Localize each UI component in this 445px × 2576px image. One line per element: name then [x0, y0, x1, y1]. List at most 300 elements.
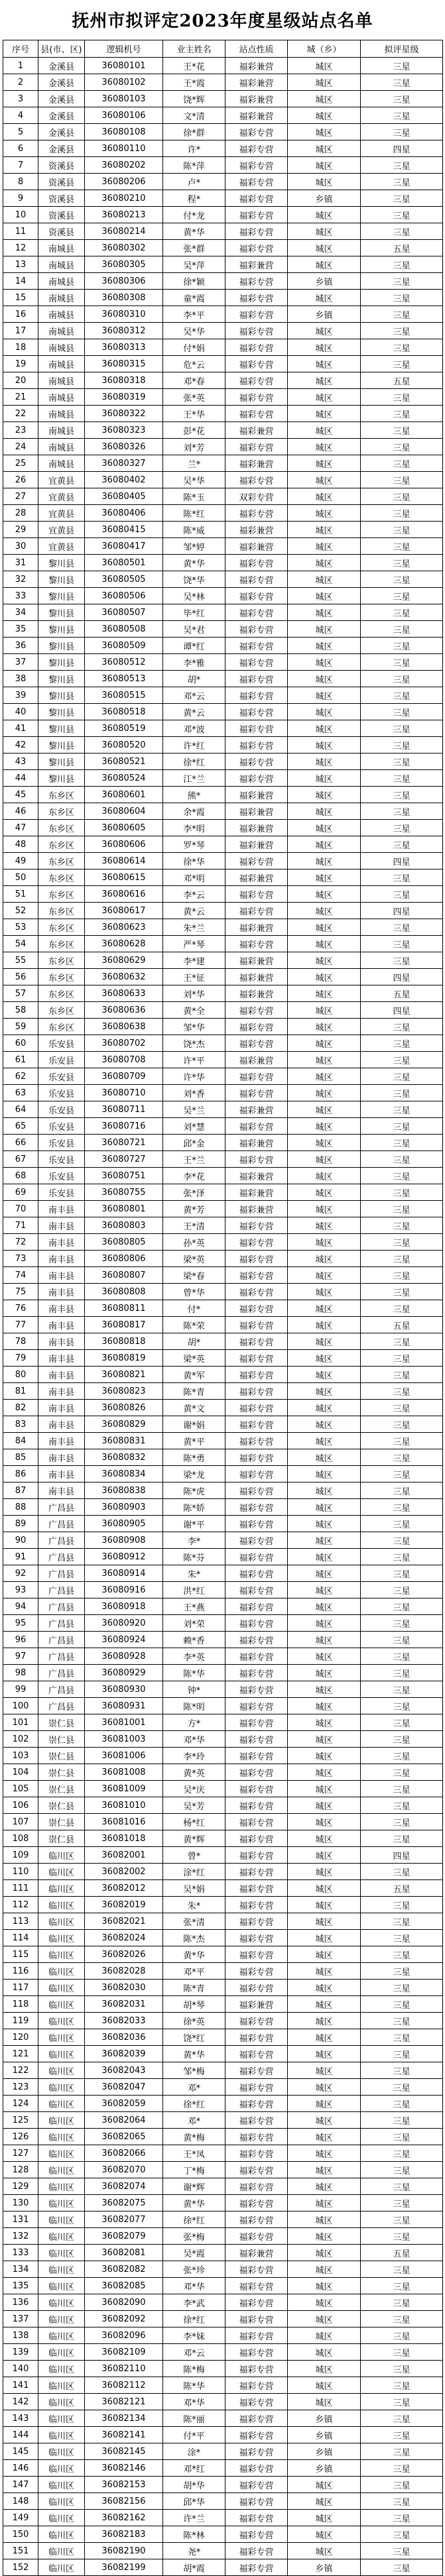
cell-county: 临川区 — [38, 2228, 85, 2245]
cell-logic-code: 36080807 — [85, 1267, 163, 1284]
table-row — [3, 803, 443, 820]
cell-seq: 15 — [3, 290, 38, 306]
cell-urban-rural: 城区 — [288, 2377, 361, 2394]
cell-star-rating: 三星 — [361, 2228, 443, 2245]
cell-seq: 143 — [3, 2410, 38, 2427]
cell-urban-rural: 城区 — [288, 2145, 361, 2162]
cell-urban-rural: 城区 — [288, 2062, 361, 2079]
cell-owner: 谢*平 — [163, 1516, 225, 1532]
cell-logic-code: 36080402 — [85, 472, 163, 488]
cell-owner: 兰* — [163, 455, 225, 472]
cell-owner: 黄*梅 — [163, 2129, 225, 2145]
cell-county: 临川区 — [38, 1980, 85, 1996]
cell-station-nature: 福彩专营 — [225, 406, 288, 422]
cell-star-rating: 三星 — [361, 472, 443, 488]
cell-county: 临川区 — [38, 2261, 85, 2278]
cell-urban-rural: 城区 — [288, 1035, 361, 1052]
cell-seq: 11 — [3, 223, 38, 240]
table-body — [3, 58, 443, 2576]
cell-station-nature: 福彩兼营 — [225, 422, 288, 439]
cell-logic-code: 36080819 — [85, 1350, 163, 1367]
table-row — [3, 2129, 443, 2145]
table-row — [3, 1383, 443, 1400]
cell-county: 宜黄县 — [38, 538, 85, 555]
cell-owner: 李*建 — [163, 952, 225, 969]
cell-station-nature: 福彩专营 — [225, 1980, 288, 1996]
cell-logic-code: 36081016 — [85, 1814, 163, 1830]
cell-county: 广昌县 — [38, 1632, 85, 1648]
cell-owner: 丁*梅 — [163, 2162, 225, 2178]
cell-logic-code: 36080616 — [85, 886, 163, 903]
cell-station-nature: 福彩专营 — [225, 2145, 288, 2162]
cell-logic-code: 36080808 — [85, 1284, 163, 1300]
cell-star-rating: 三星 — [361, 538, 443, 555]
cell-star-rating: 三星 — [361, 488, 443, 505]
cell-county: 广昌县 — [38, 1499, 85, 1516]
cell-owner: 黄*云 — [163, 704, 225, 720]
cell-station-nature: 福彩专营 — [225, 1930, 288, 1946]
cell-station-nature: 福彩专营 — [225, 2029, 288, 2046]
cell-star-rating: 三星 — [361, 1300, 443, 1317]
cell-urban-rural: 城区 — [288, 1830, 361, 1847]
cell-owner: 杨*红 — [163, 1814, 225, 1830]
cell-station-nature: 福彩兼营 — [225, 1184, 288, 1201]
cell-owner: 曾*华 — [163, 1284, 225, 1300]
cell-county: 临川区 — [38, 2410, 85, 2427]
cell-station-nature: 福彩专营 — [225, 2344, 288, 2361]
cell-seq: 139 — [3, 2344, 38, 2361]
cell-owner: 李*武 — [163, 2294, 225, 2311]
table-row — [3, 372, 443, 389]
cell-urban-rural: 城区 — [288, 1748, 361, 1764]
cell-owner: 王*凤 — [163, 2145, 225, 2162]
cell-seq: 99 — [3, 1681, 38, 1698]
cell-urban-rural: 城区 — [288, 1615, 361, 1632]
cell-owner: 许*华 — [163, 1068, 225, 1085]
cell-station-nature: 福彩专营 — [225, 372, 288, 389]
cell-seq: 72 — [3, 1234, 38, 1251]
cell-seq: 71 — [3, 1217, 38, 1234]
cell-urban-rural: 城区 — [288, 1549, 361, 1565]
cell-star-rating: 三星 — [361, 952, 443, 969]
cell-county: 临川区 — [38, 2112, 85, 2129]
cell-county: 南城县 — [38, 389, 85, 406]
cell-seq: 92 — [3, 1565, 38, 1582]
cell-urban-rural: 城区 — [288, 2112, 361, 2129]
cell-seq: 120 — [3, 2029, 38, 2046]
cell-star-rating: 三星 — [361, 770, 443, 787]
table-row — [3, 488, 443, 505]
cell-seq: 60 — [3, 1035, 38, 1052]
cell-seq: 27 — [3, 488, 38, 505]
table-row — [3, 356, 443, 372]
cell-logic-code: 36080521 — [85, 754, 163, 770]
cell-seq: 122 — [3, 2062, 38, 2079]
cell-owner: 钟* — [163, 1681, 225, 1698]
cell-seq: 141 — [3, 2377, 38, 2394]
cell-owner: 陈*虎 — [163, 1483, 225, 1499]
cell-owner: 徐*颖 — [163, 273, 225, 290]
cell-county: 临川区 — [38, 2278, 85, 2294]
cell-star-rating: 三星 — [361, 1333, 443, 1350]
cell-seq: 51 — [3, 886, 38, 903]
cell-seq: 91 — [3, 1549, 38, 1565]
cell-station-nature: 福彩专营 — [225, 1516, 288, 1532]
cell-owner: 王*霞 — [163, 74, 225, 91]
table-row — [3, 2526, 443, 2543]
cell-logic-code: 36080710 — [85, 1085, 163, 1101]
cell-county: 南丰县 — [38, 1284, 85, 1300]
cell-station-nature: 福彩兼营 — [225, 1201, 288, 1217]
cell-urban-rural: 城区 — [288, 1002, 361, 1019]
cell-star-rating: 三星 — [361, 836, 443, 853]
cell-star-rating: 四星 — [361, 1847, 443, 1864]
cell-county: 临川区 — [38, 2129, 85, 2145]
table-row — [3, 2394, 443, 2410]
table-row — [3, 952, 443, 969]
cell-star-rating: 三星 — [361, 1714, 443, 1731]
cell-seq: 78 — [3, 1333, 38, 1350]
cell-station-nature: 福彩专营 — [225, 1466, 288, 1483]
cell-urban-rural: 城区 — [288, 754, 361, 770]
cell-seq: 76 — [3, 1300, 38, 1317]
cell-seq: 41 — [3, 720, 38, 737]
cell-seq: 48 — [3, 836, 38, 853]
table-row — [3, 2361, 443, 2377]
cell-logic-code: 36080508 — [85, 621, 163, 638]
cell-urban-rural: 城区 — [288, 985, 361, 1002]
cell-station-nature: 福彩专营 — [225, 2493, 288, 2510]
table-row — [3, 1963, 443, 1980]
cell-county: 南丰县 — [38, 1217, 85, 1234]
cell-owner: 吴*萍 — [163, 256, 225, 273]
table-row — [3, 2377, 443, 2394]
cell-seq: 61 — [3, 1052, 38, 1068]
cell-seq: 85 — [3, 1449, 38, 1466]
cell-station-nature: 福彩专营 — [225, 886, 288, 903]
header-star-rating: 拟评星级 — [361, 40, 443, 58]
table-row — [3, 853, 443, 869]
cell-station-nature: 福彩专营 — [225, 2410, 288, 2427]
cell-county: 广昌县 — [38, 1648, 85, 1665]
cell-owner: 尧* — [163, 2543, 225, 2559]
cell-owner: 陈*荣 — [163, 1317, 225, 1333]
cell-county: 临川区 — [38, 2062, 85, 2079]
cell-star-rating: 三星 — [361, 2278, 443, 2294]
cell-seq: 116 — [3, 1963, 38, 1980]
cell-owner: 邓*华 — [163, 2394, 225, 2410]
cell-owner: 陈*林 — [163, 2526, 225, 2543]
cell-county: 乐安县 — [38, 1068, 85, 1085]
table-row — [3, 256, 443, 273]
cell-owner: 孙*英 — [163, 1234, 225, 1251]
cell-owner: 梁*龙 — [163, 1466, 225, 1483]
table-row — [3, 1748, 443, 1764]
cell-seq: 2 — [3, 74, 38, 91]
cell-urban-rural: 城区 — [288, 919, 361, 936]
cell-county: 崇仁县 — [38, 1781, 85, 1797]
cell-star-rating: 三星 — [361, 1913, 443, 1930]
cell-owner: 胡*琴 — [163, 1996, 225, 2013]
cell-owner: 谢*娟 — [163, 1416, 225, 1433]
cell-station-nature: 福彩兼营 — [225, 836, 288, 853]
cell-seq: 44 — [3, 770, 38, 787]
cell-owner: 许*平 — [163, 1052, 225, 1068]
cell-seq: 136 — [3, 2294, 38, 2311]
cell-star-rating: 五星 — [361, 240, 443, 256]
cell-star-rating: 三星 — [361, 2344, 443, 2361]
cell-station-nature: 福彩专营 — [225, 1383, 288, 1400]
cell-star-rating: 三星 — [361, 1830, 443, 1847]
cell-county: 黎川县 — [38, 704, 85, 720]
cell-county: 广昌县 — [38, 1565, 85, 1582]
cell-urban-rural: 城区 — [288, 737, 361, 754]
cell-seq: 4 — [3, 107, 38, 124]
cell-urban-rural: 城区 — [288, 2543, 361, 2559]
table-row — [3, 439, 443, 455]
cell-county: 临川区 — [38, 2477, 85, 2493]
cell-seq: 124 — [3, 2096, 38, 2112]
cell-seq: 64 — [3, 1101, 38, 1118]
cell-seq: 21 — [3, 389, 38, 406]
cell-star-rating: 三星 — [361, 2443, 443, 2460]
table-row — [3, 1532, 443, 1549]
cell-seq: 149 — [3, 2510, 38, 2526]
cell-station-nature: 福彩专营 — [225, 2477, 288, 2493]
cell-urban-rural: 城区 — [288, 1350, 361, 1367]
cell-station-nature: 福彩专营 — [225, 2427, 288, 2443]
cell-station-nature: 福彩专营 — [225, 1433, 288, 1449]
cell-county: 临川区 — [38, 2361, 85, 2377]
table-row — [3, 985, 443, 1002]
cell-seq: 140 — [3, 2361, 38, 2377]
cell-logic-code: 36080916 — [85, 1582, 163, 1598]
cell-station-nature: 福彩专营 — [225, 1681, 288, 1698]
table-header-row — [3, 40, 443, 58]
cell-star-rating: 三星 — [361, 2559, 443, 2576]
cell-station-nature: 福彩专营 — [225, 1880, 288, 1897]
cell-county: 崇仁县 — [38, 1731, 85, 1748]
cell-station-nature: 福彩专营 — [225, 2543, 288, 2559]
cell-owner: 黄*云 — [163, 903, 225, 919]
cell-station-nature: 福彩专营 — [225, 1118, 288, 1135]
table-row — [3, 1466, 443, 1483]
table-row — [3, 2178, 443, 2195]
cell-logic-code: 36080924 — [85, 1632, 163, 1648]
cell-county: 宜黄县 — [38, 522, 85, 538]
cell-star-rating: 三星 — [361, 1383, 443, 1400]
cell-logic-code: 36080931 — [85, 1698, 163, 1714]
table-row — [3, 869, 443, 886]
cell-logic-code: 36081001 — [85, 1714, 163, 1731]
cell-logic-code: 36080323 — [85, 422, 163, 439]
cell-urban-rural: 城区 — [288, 1516, 361, 1532]
table-row — [3, 1681, 443, 1698]
cell-seq: 106 — [3, 1797, 38, 1814]
cell-star-rating: 三星 — [361, 1598, 443, 1615]
cell-logic-code: 36080636 — [85, 1002, 163, 1019]
cell-logic-code: 36082064 — [85, 2112, 163, 2129]
cell-star-rating: 三星 — [361, 671, 443, 687]
cell-county: 乐安县 — [38, 1101, 85, 1118]
cell-county: 南城县 — [38, 256, 85, 273]
cell-logic-code: 36080831 — [85, 1433, 163, 1449]
cell-seq: 1 — [3, 58, 38, 74]
cell-urban-rural: 城区 — [288, 505, 361, 522]
cell-county: 南城县 — [38, 339, 85, 356]
cell-logic-code: 36080604 — [85, 803, 163, 820]
cell-urban-rural: 城区 — [288, 1251, 361, 1267]
cell-station-nature: 福彩专营 — [225, 2443, 288, 2460]
cell-county: 东乡区 — [38, 803, 85, 820]
cell-owner: 胡*华 — [163, 2477, 225, 2493]
cell-county: 临川区 — [38, 2178, 85, 2195]
table-row — [3, 1980, 443, 1996]
cell-owner: 李*平 — [163, 306, 225, 323]
cell-urban-rural: 城区 — [288, 58, 361, 74]
cell-urban-rural: 城区 — [288, 1897, 361, 1913]
cell-station-nature: 福彩专营 — [225, 671, 288, 687]
cell-county: 黎川县 — [38, 621, 85, 638]
cell-star-rating: 三星 — [361, 1433, 443, 1449]
cell-seq: 111 — [3, 1880, 38, 1897]
cell-owner: 黄*华 — [163, 2046, 225, 2062]
cell-logic-code: 36082043 — [85, 2062, 163, 2079]
table-row — [3, 2112, 443, 2129]
table-row — [3, 1068, 443, 1085]
cell-county: 乐安县 — [38, 1118, 85, 1135]
cell-urban-rural: 城区 — [288, 1267, 361, 1284]
cell-county: 南丰县 — [38, 1367, 85, 1383]
cell-seq: 65 — [3, 1118, 38, 1135]
cell-county: 临川区 — [38, 1946, 85, 1963]
table-row — [3, 505, 443, 522]
table-row — [3, 621, 443, 638]
cell-station-nature: 福彩兼营 — [225, 1168, 288, 1184]
table-row — [3, 1151, 443, 1168]
cell-logic-code: 36080823 — [85, 1383, 163, 1400]
cell-station-nature: 福彩兼营 — [225, 985, 288, 1002]
cell-owner: 王*花 — [163, 58, 225, 74]
cell-urban-rural: 城区 — [288, 174, 361, 190]
cell-seq: 63 — [3, 1085, 38, 1101]
cell-station-nature: 福彩专营 — [225, 687, 288, 704]
cell-star-rating: 三星 — [361, 1118, 443, 1135]
cell-station-nature: 福彩专营 — [225, 737, 288, 754]
cell-owner: 洪*红 — [163, 1582, 225, 1598]
cell-station-nature: 福彩专营 — [225, 754, 288, 770]
cell-logic-code: 36080319 — [85, 389, 163, 406]
cell-urban-rural: 城区 — [288, 1499, 361, 1516]
cell-urban-rural: 城区 — [288, 853, 361, 869]
cell-county: 乐安县 — [38, 1184, 85, 1201]
cell-owner: 胡* — [163, 1333, 225, 1350]
cell-seq: 133 — [3, 2245, 38, 2261]
cell-star-rating: 三星 — [361, 2543, 443, 2559]
cell-star-rating: 三星 — [361, 1052, 443, 1068]
cell-logic-code: 36080507 — [85, 604, 163, 621]
cell-station-nature: 福彩兼营 — [225, 522, 288, 538]
cell-logic-code: 36080914 — [85, 1565, 163, 1582]
cell-county: 资溪县 — [38, 207, 85, 223]
table-row — [3, 1251, 443, 1267]
cell-county: 乐安县 — [38, 1168, 85, 1184]
cell-logic-code: 36080313 — [85, 339, 163, 356]
table-row — [3, 1168, 443, 1184]
table-row — [3, 638, 443, 654]
table-row — [3, 107, 443, 124]
cell-station-nature: 福彩专营 — [225, 2559, 288, 2576]
cell-county: 临川区 — [38, 2526, 85, 2543]
cell-logic-code: 36082153 — [85, 2477, 163, 2493]
cell-star-rating: 三星 — [361, 1681, 443, 1698]
cell-station-nature: 福彩专营 — [225, 1615, 288, 1632]
cell-logic-code: 36080206 — [85, 174, 163, 190]
cell-owner: 张*清 — [163, 1913, 225, 1930]
cell-urban-rural: 城区 — [288, 1532, 361, 1549]
cell-logic-code: 36082077 — [85, 2212, 163, 2228]
table-row — [3, 1764, 443, 1781]
cell-seq: 147 — [3, 2477, 38, 2493]
cell-star-rating: 三星 — [361, 621, 443, 638]
cell-urban-rural: 城区 — [288, 422, 361, 439]
cell-owner: 罗*琴 — [163, 836, 225, 853]
cell-seq: 19 — [3, 356, 38, 372]
cell-urban-rural: 城区 — [288, 1698, 361, 1714]
cell-station-nature: 福彩专营 — [225, 2278, 288, 2294]
cell-seq: 3 — [3, 91, 38, 107]
cell-star-rating: 三星 — [361, 1946, 443, 1963]
cell-station-nature: 福彩专营 — [225, 2327, 288, 2344]
cell-owner: 严*琴 — [163, 936, 225, 952]
cell-star-rating: 三星 — [361, 2079, 443, 2096]
cell-county: 东乡区 — [38, 787, 85, 803]
cell-seq: 74 — [3, 1267, 38, 1284]
cell-station-nature: 福彩兼营 — [225, 969, 288, 985]
cell-county: 东乡区 — [38, 1019, 85, 1035]
cell-owner: 李* — [163, 1532, 225, 1549]
table-row — [3, 1101, 443, 1118]
cell-owner: 徐*华 — [163, 853, 225, 869]
table-row — [3, 323, 443, 339]
table-row — [3, 654, 443, 671]
cell-logic-code: 36080302 — [85, 240, 163, 256]
table-row — [3, 2245, 443, 2261]
table-row — [3, 1019, 443, 1035]
cell-owner: 黄*英 — [163, 1764, 225, 1781]
cell-county: 临川区 — [38, 2394, 85, 2410]
cell-county: 南丰县 — [38, 1201, 85, 1217]
cell-star-rating: 三星 — [361, 1764, 443, 1781]
cell-urban-rural: 城区 — [288, 223, 361, 240]
table-row — [3, 903, 443, 919]
cell-logic-code: 36080501 — [85, 555, 163, 571]
header-station-nature: 站点性质 — [225, 40, 288, 58]
cell-urban-rural: 城区 — [288, 2096, 361, 2112]
cell-seq: 23 — [3, 422, 38, 439]
cell-county: 临川区 — [38, 2311, 85, 2327]
cell-county: 东乡区 — [38, 919, 85, 936]
cell-star-rating: 三星 — [361, 1615, 443, 1632]
cell-seq: 73 — [3, 1251, 38, 1267]
cell-seq: 37 — [3, 654, 38, 671]
cell-logic-code: 36080102 — [85, 74, 163, 91]
cell-star-rating: 三星 — [361, 919, 443, 936]
cell-logic-code: 36080632 — [85, 969, 163, 985]
cell-county: 临川区 — [38, 2145, 85, 2162]
cell-star-rating: 三星 — [361, 2013, 443, 2029]
cell-county: 南城县 — [38, 439, 85, 455]
